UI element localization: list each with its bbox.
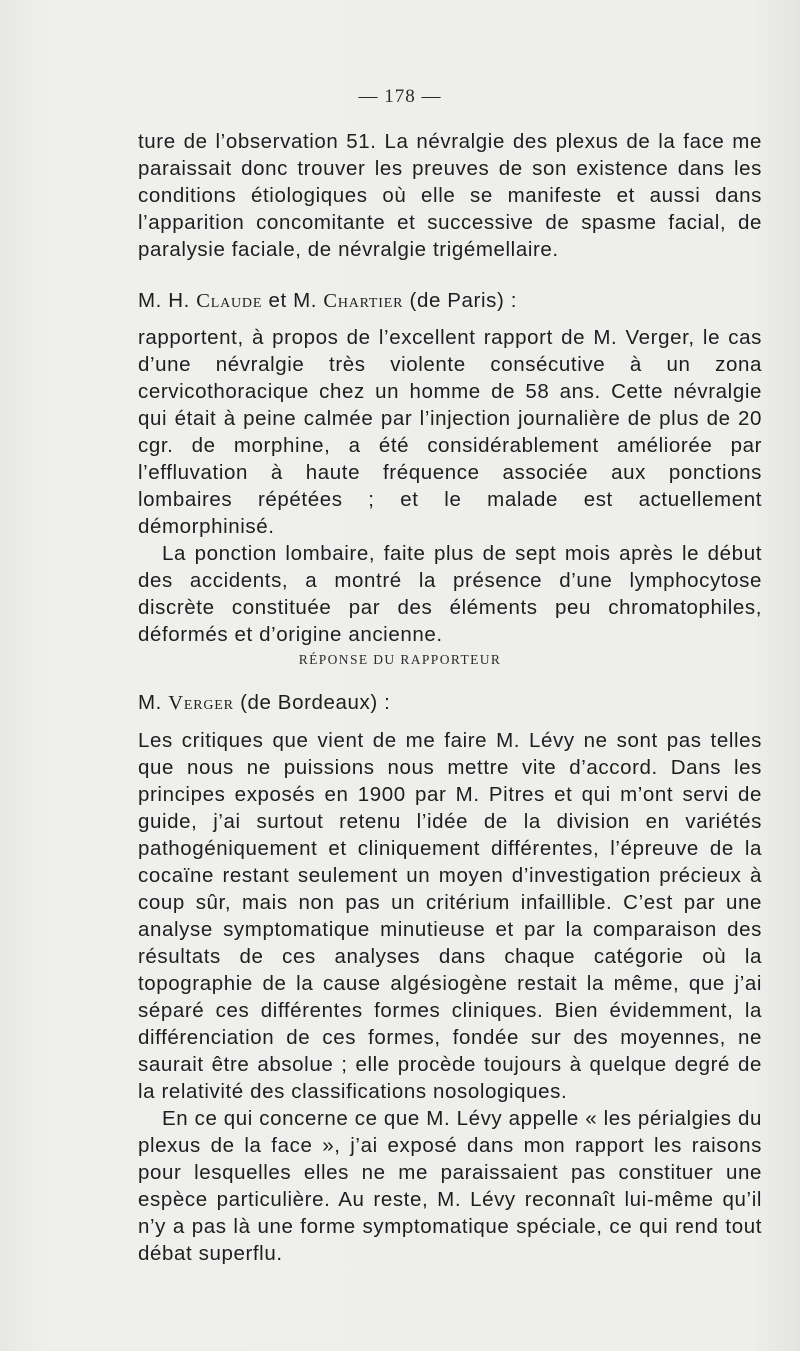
text-block-response [138, 727, 762, 1267]
speaker-line-claude-chartier [138, 287, 762, 315]
page-number: — 178 — [358, 86, 442, 107]
speaker-prefix: M. [138, 691, 169, 714]
text-block-top [138, 128, 762, 263]
paragraph-continuation: ture de l’observation 51. La névralgie des plexus de la face me paraissait donc trouver les preuves de son existence dans les conditions étiologiques où elle se manifeste et aussi dans l’apparition concomitante et successive de spasme facial, de paralysie faciale, de névralgie trigémellaire. [138, 130, 762, 261]
speaker-prefix: M. H. [138, 289, 197, 312]
speaker-middle: et M. [262, 289, 324, 312]
speaker-heading-verger [138, 689, 762, 717]
paragraph-response-2: En ce qui concerne ce que M. Lévy appelle « les périalgies du plexus de la face », j’ai exposé dans mon rapport les raisons pour lesquelles elles ne me paraissaient pas constituer une espèce particulière. Au reste, M. Lévy reconnaît lui-même qu’il n’y a pas là une forme symptomatique spéciale, ce qui rend tout débat superflu. [138, 1107, 762, 1265]
paragraph-report: rapportent, à propos de l’excellent rapport de M. Verger, le cas d’une névralgie très violente consécutive à un zona cervicothoracique chez un homme de 58 ans. Cette névralgie qui était à peine calmée par l’injection journalière de plus de 20 cgr. de morphine, a été considérablement améliorée par l’effluvation à haute fréquence associée aux ponctions lombaires répétées ; et le malade est actuellement démorphinisé. [138, 326, 762, 538]
speaker-name-verger: Verger [168, 692, 234, 714]
paragraph-lumbar-puncture: La ponction lombaire, faite plus de sept mois après le début des accidents, a montré la présence d’une lymphocytose discrète constituée par des éléments peu chromatophiles, déformés et d’origine ancienne. [138, 542, 762, 646]
speaker-heading [138, 287, 762, 315]
paragraph-response-1: Les critiques que vient de me faire M. Lévy ne sont pas telles que nous ne puissions nous mettre vite d’accord. Dans les principes exposés en 1900 par M. Pitres et qui m’ont servi de guide, j’ai surtout retenu l’idée de la division en variétés pathogéniquement et cliniquement différentes, l’épreuve de la cocaïne restant seulement un moyen d’investigation précieux à coup sûr, mais non pas un critérium infaillible. C’est par une analyse symptomatique minutieuse et par la comparaison des résultats de ces analyses dans chaque catégorie où la topographie de la cause algésiogène restait la même, que j’ai séparé ces différentes formes cliniques. Bien évidemment, la différenciation de ces formes, fondée sur des moyennes, ne saurait être absolue ; elle procède toujours à quelque degré de la relativité des classifications nosologiques. [138, 729, 762, 1103]
speaker-suffix: (de Paris) : [403, 289, 517, 312]
section-heading: RÉPONSE DU RAPPORTEUR [298, 652, 502, 667]
text-block-report [138, 324, 762, 648]
speaker-name-claude: Claude [196, 290, 263, 312]
speaker-line-verger [138, 689, 762, 717]
speaker-name-chartier: Chartier [323, 290, 404, 312]
speaker-suffix: (de Bordeaux) : [233, 691, 391, 714]
